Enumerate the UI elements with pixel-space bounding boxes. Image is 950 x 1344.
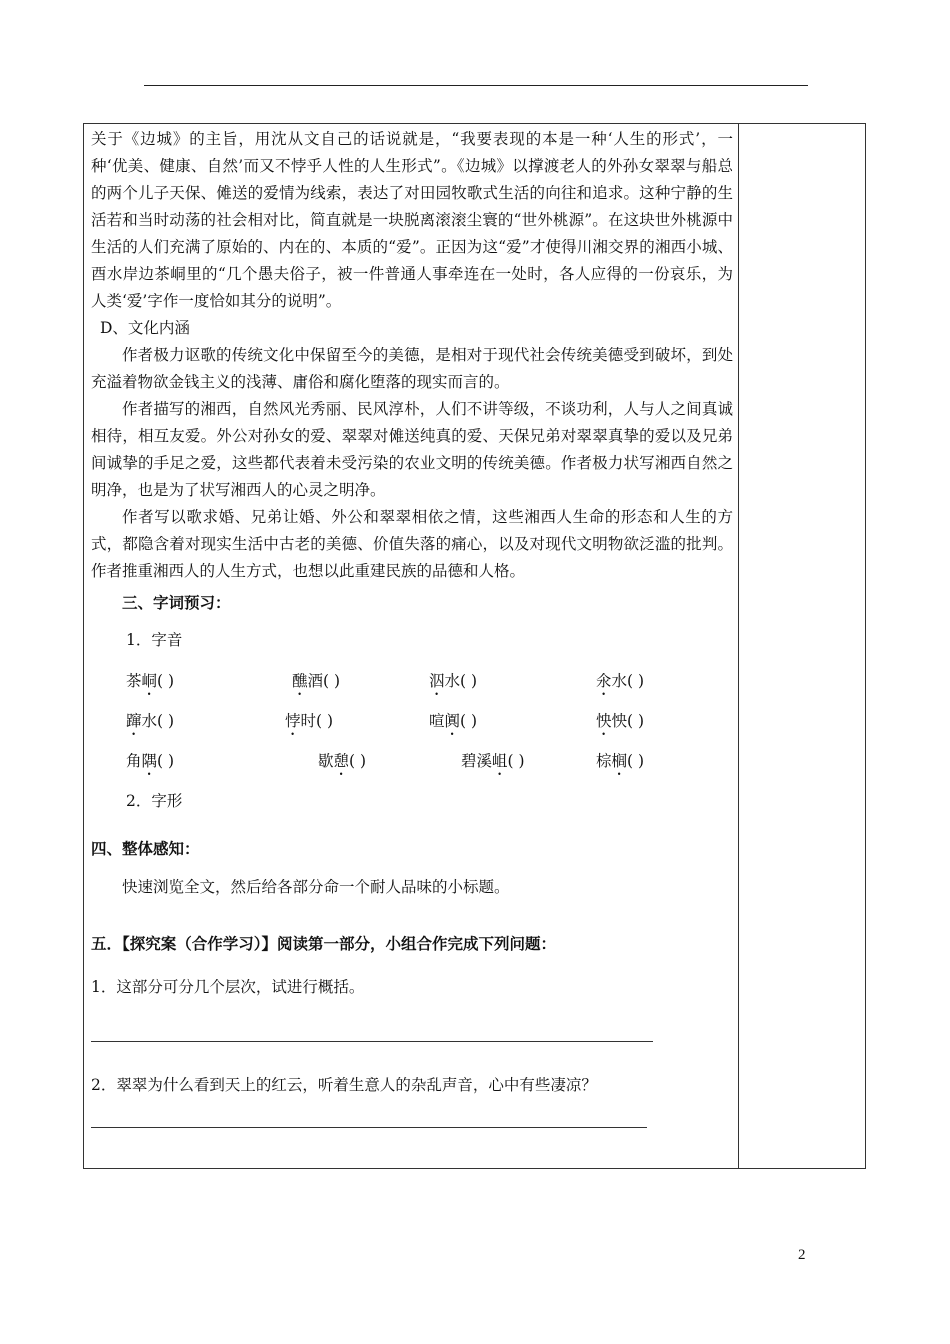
pronunciation-item: 角隅( ) bbox=[126, 752, 175, 770]
culture-paragraph-1: 作者极力讴歌的传统文化中保留至今的美德，是相对于现代社会传统美德受到破坏，到处充溢着物欲金钱主义的浅薄、庸俗和腐化堕落的现实而言的。 bbox=[91, 346, 733, 391]
pronunciation-row bbox=[91, 702, 733, 742]
theme-paragraph: 关于《边城》的主旨，用沈从文自己的话说就是，“我要表现的本是一种‘人生的形式’，一种‘优美、健康、自然’而又不悖乎人性的人生形式”。《边城》以撑渡老人的外孙女翠翠与船总的两个儿子天保、傩送的爱情为线索，表达了对田园牧歌式生活的向往和追求。这种宁静的生活若和当时动荡的社会相对比，简直就是一块脱离滚滚尘寰的“世外桃源”。在这块世外桃源中生活的人们充满了原始的、内在的、本质的“爱”。正因为这“爱”才使得川湘交界的湘西小城、酉水岸边茶峒里的“几个愚夫俗子，被一件普通人事牵连在一处时，各人应得的一份哀乐，为人类‘爱’字作一度恰如其分的说明”。 bbox=[91, 130, 733, 310]
pronunciation-item: 棕榈( ) bbox=[596, 752, 645, 770]
pronunciation-item: 歇憩( ) bbox=[318, 752, 367, 770]
answer-line-1 bbox=[91, 1041, 653, 1042]
section5-heading: 五．【探究案（合作学习）】阅读第一部分，小组合作完成下列问题： bbox=[91, 934, 557, 953]
pronunciation-row bbox=[91, 662, 733, 702]
notes-column-divider bbox=[738, 124, 739, 1168]
glyph-form-label: 2．字形 bbox=[126, 792, 183, 810]
pronunciation-item: 怏怏( ) bbox=[596, 712, 645, 730]
section4-heading: 四、整体感知： bbox=[91, 839, 200, 858]
header-rule bbox=[144, 85, 808, 86]
main-content-cell bbox=[91, 126, 733, 1128]
question-2: 2．翠翠为什么看到天上的红云，听着生意人的杂乱声音，心中有些凄凉？ bbox=[91, 1076, 597, 1094]
pronunciation-item: 碧溪岨( ) bbox=[461, 752, 525, 770]
pronunciation-item: 泅水( ) bbox=[429, 672, 478, 690]
pronunciation-item: 茶峒( ) bbox=[126, 672, 175, 690]
section3-heading: 三、字词预习： bbox=[122, 593, 231, 612]
pronunciation-row bbox=[91, 742, 733, 782]
pronunciation-item: 喧阗( ) bbox=[429, 712, 478, 730]
pronunciation-item: 氽水( ) bbox=[596, 672, 645, 690]
pronunciation-item: 蹿水( ) bbox=[126, 712, 175, 730]
culture-paragraph-2: 作者描写的湘西，自然风光秀丽、民风淳朴，人们不讲等级，不谈功利，人与人之间真诚相待，相互友爱。外公对孙女的爱、翠翠对傩送纯真的爱、天保兄弟对翠翠真挚的爱以及兄弟间诚挚的手足之爱，这些都代表着未受污染的农业文明的传统美德。作者极力状写湘西自然之明净，也是为了状写湘西人的心灵之明净。 bbox=[91, 400, 733, 499]
page-number: 2 bbox=[798, 1247, 806, 1263]
question-1: 1．这部分可分几个层次，试进行概括。 bbox=[91, 978, 365, 996]
answer-line-2 bbox=[91, 1127, 647, 1128]
section4-instruction: 快速浏览全文，然后给各部分命一个耐人品味的小标题。 bbox=[122, 878, 510, 896]
worksheet-table bbox=[83, 123, 866, 1169]
pronunciation-grid bbox=[91, 662, 733, 782]
pronunciation-item: 悖时( ) bbox=[285, 712, 334, 730]
culture-paragraph-3: 作者写以歌求婚、兄弟让婚、外公和翠翠相依之情，这些湘西人生命的形态和人生的方式，都隐含着对现实生活中古老的美德、价值失落的痛心，以及对现代文明物欲泛滥的批判。作者推重湘西人的人生方式，也想以此重建民族的品德和人格。 bbox=[91, 508, 733, 580]
section-d-title: D、文化内涵 bbox=[100, 319, 190, 337]
pronunciation-item: 醮酒( ) bbox=[292, 672, 341, 690]
pronunciation-label: 1．字音 bbox=[126, 631, 183, 649]
